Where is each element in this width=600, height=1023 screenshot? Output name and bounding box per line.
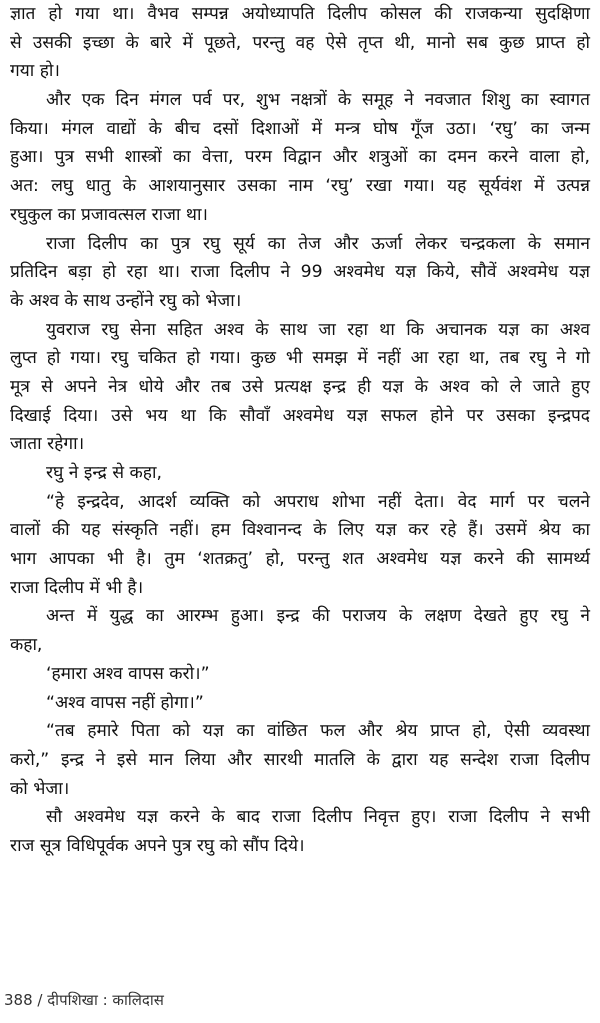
text-line: ‘हमारा अश्व वापस करो।”	[46, 663, 210, 684]
text-line: राज सूत्र विधिपूर्वक अपने पुत्र रघु को सौंप दिये।	[10, 835, 305, 856]
text-line: ज्ञात हो गया था। वैभव सम्पन्न अयोध्यापति दिलीप कोसल की राजकन्या सुदक्षिणा	[10, 4, 590, 24]
text-line: युवराज रघु सेना सहित अश्व के साथ जा रहा था कि अचानक यज्ञ का अश्व	[46, 319, 590, 340]
text-line: “तब हमारे पिता को यज्ञ का वांछित फल और श्रेय प्राप्त हो, ऐसी व्यवस्था	[46, 721, 590, 742]
text-line: को भेजा।	[10, 778, 70, 799]
text-line: रघुकुल का प्रजावत्सल राजा था।	[10, 204, 208, 225]
text-line: हुआ। पुत्र सभी शास्त्रों का वेत्ता, परम विद्वान और शत्रुओं का दमन करने वाला हो,	[10, 147, 590, 168]
page-footer: 388 / दीपशिखा : कालिदास	[4, 991, 164, 1009]
text-line: लुप्त हो गया। रघु चकित हो गया। कुछ भी समझ में नहीं आ रहा था, तब रघु ने गो	[10, 348, 590, 369]
text-line: “हे इन्द्रदेव, आदर्श व्यक्ति को अपराध शोभा नहीं देता। वेद मार्ग पर चलने	[46, 491, 590, 512]
text-line: “अश्व वापस नहीं होगा।”	[46, 692, 204, 713]
text-line: के अश्व के साथ उन्होंने रघु को भेजा।	[10, 290, 242, 311]
body-text	[10, 0, 590, 861]
text-line: किया। मंगल वाद्यों के बीच दसों दिशाओं में मन्त्र घोष गूँज उठा। ‘रघु’ का जन्म	[10, 118, 590, 139]
text-line: से उसकी इच्छा के बारे में पूछते, परन्तु वह ऐसे तृप्त थी, मानो सब कुछ प्राप्त हो	[10, 32, 590, 53]
text-line: रघु ने इन्द्र से कहा,	[46, 463, 162, 483]
text-line: भाग आपका भी है। तुम ‘शतक्रतु’ हो, परन्तु शत अश्वमेध यज्ञ करने की सामर्थ्य	[10, 549, 590, 570]
text-line: प्रतिदिन बड़ा हो रहा था। राजा दिलीप ने 99 अश्वमेध यज्ञ किये, सौवें अश्वमेध यज्ञ	[10, 262, 590, 283]
text-line: अत: लघु धातु के आशयानुसार उसका नाम ‘रघु’ रखा गया। यह सूर्यवंश में उत्पन्न	[10, 176, 590, 197]
text-line: राजा दिलीप में भी है।	[10, 577, 144, 598]
text-line: दिखाई दिया। उसे भय था कि सौवाँ अश्वमेध यज्ञ सफल होने पर उसका इन्द्रपद	[10, 405, 590, 426]
text-line: अन्त में युद्ध का आरम्भ हुआ। इन्द्र की पराजय के लक्षण देखते हुए रघु ने	[46, 606, 590, 627]
text-line: कहा,	[10, 635, 43, 656]
text-line: गया हो।	[10, 61, 60, 82]
text-line: मूत्र से अपने नेत्र धोये और तब उसे प्रत्यक्ष इन्द्र ही यज्ञ के अश्व को ले जाते हुए	[10, 376, 590, 397]
text-line: और एक दिन मंगल पर्व पर, शुभ नक्षत्रों के समूह ने नवजात शिशु का स्वागत	[46, 90, 590, 111]
text-line: करो,” इन्द्र ने इसे मान लिया और सारथी मातलि के द्वारा यह सन्देश राजा दिलीप	[10, 749, 590, 770]
text-line: वालों की यह संस्कृति नहीं। हम विश्वानन्द के लिए यज्ञ कर रहे हैं। उसमें श्रेय का	[10, 520, 590, 541]
text-line: राजा दिलीप का पुत्र रघु सूर्य का तेज और ऊर्जा लेकर चन्द्रकला के समान	[46, 233, 590, 254]
text-line: जाता रहेगा।	[10, 434, 85, 455]
text-line: सौ अश्वमेध यज्ञ करने के बाद राजा दिलीप निवृत्त हुए। राजा दिलीप ने सभी	[46, 807, 590, 828]
